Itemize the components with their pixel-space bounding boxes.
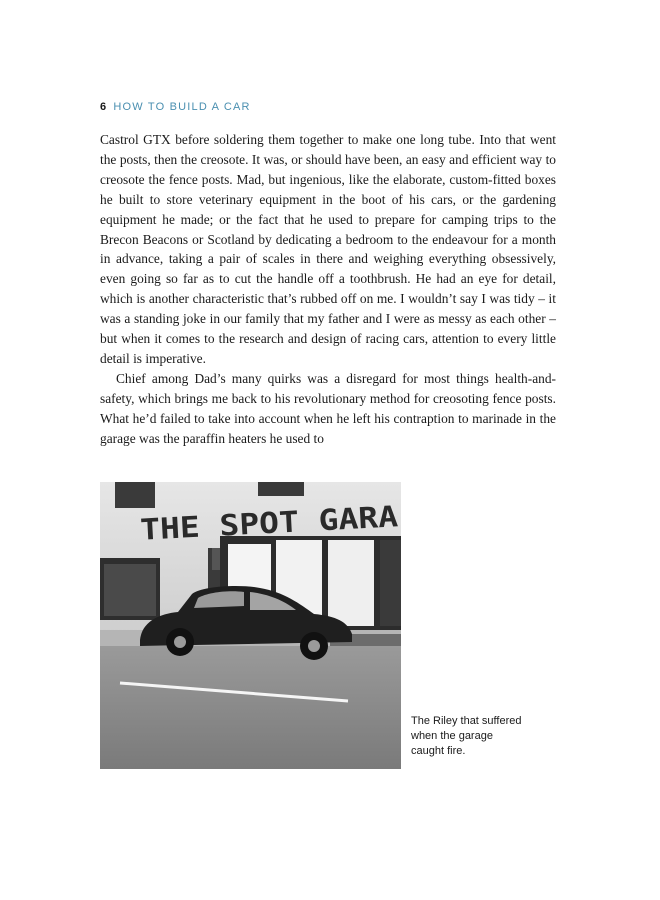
body-text <box>100 130 556 449</box>
body-paragraph-1: Castrol GTX before soldering them together to make one long tube. Into that went the posts, then the creosote. It was, or should have been, an easy and efficient way to creosote the fence posts. Mad, but ingenious, like the elaborate, custom-fitted boxes he built to store veterinary equipment in the boot of his cars, or the gardening equipment he made; or the fact that he used to prepare for camping trips to the Brecon Beacons or Scotland by dedicating a bedroom to the endeavour for a month in advance, taking a pair of scales in there and weighing everything obsessively, even going so far as to cut the handle off a toothbrush. He had an eye for detail, which is another characteristic that’s rubbed off on me. I wouldn’t say I was tidy – it was a standing joke in our family that my father and I were as messy as each other – but when it comes to the research and design of racing cars, attention to every little detail is imperative. <box>100 132 556 366</box>
body-paragraph-2: Chief among Dad’s many quirks was a disregard for most things health-and-safety, which brings me back to his revolutionary method for creosoting fence posts. What he’d failed to take into account when he left his contraption to marinade in the garage was the paraffin heaters he used to <box>100 370 556 446</box>
garage-sign-text: THE SPOT GARA <box>139 500 368 547</box>
caption-line-1: The Riley that suffered <box>411 715 522 727</box>
page-number: 6 <box>100 101 108 113</box>
caption-line-3: caught fire. <box>411 745 466 757</box>
photo-caption <box>411 714 541 759</box>
garage-photo-illustration <box>100 482 401 769</box>
running-title: HOW TO BUILD A CAR <box>113 101 251 113</box>
running-head <box>100 101 251 113</box>
garage-photo <box>100 482 401 769</box>
caption-line-2: when the garage <box>411 730 493 742</box>
